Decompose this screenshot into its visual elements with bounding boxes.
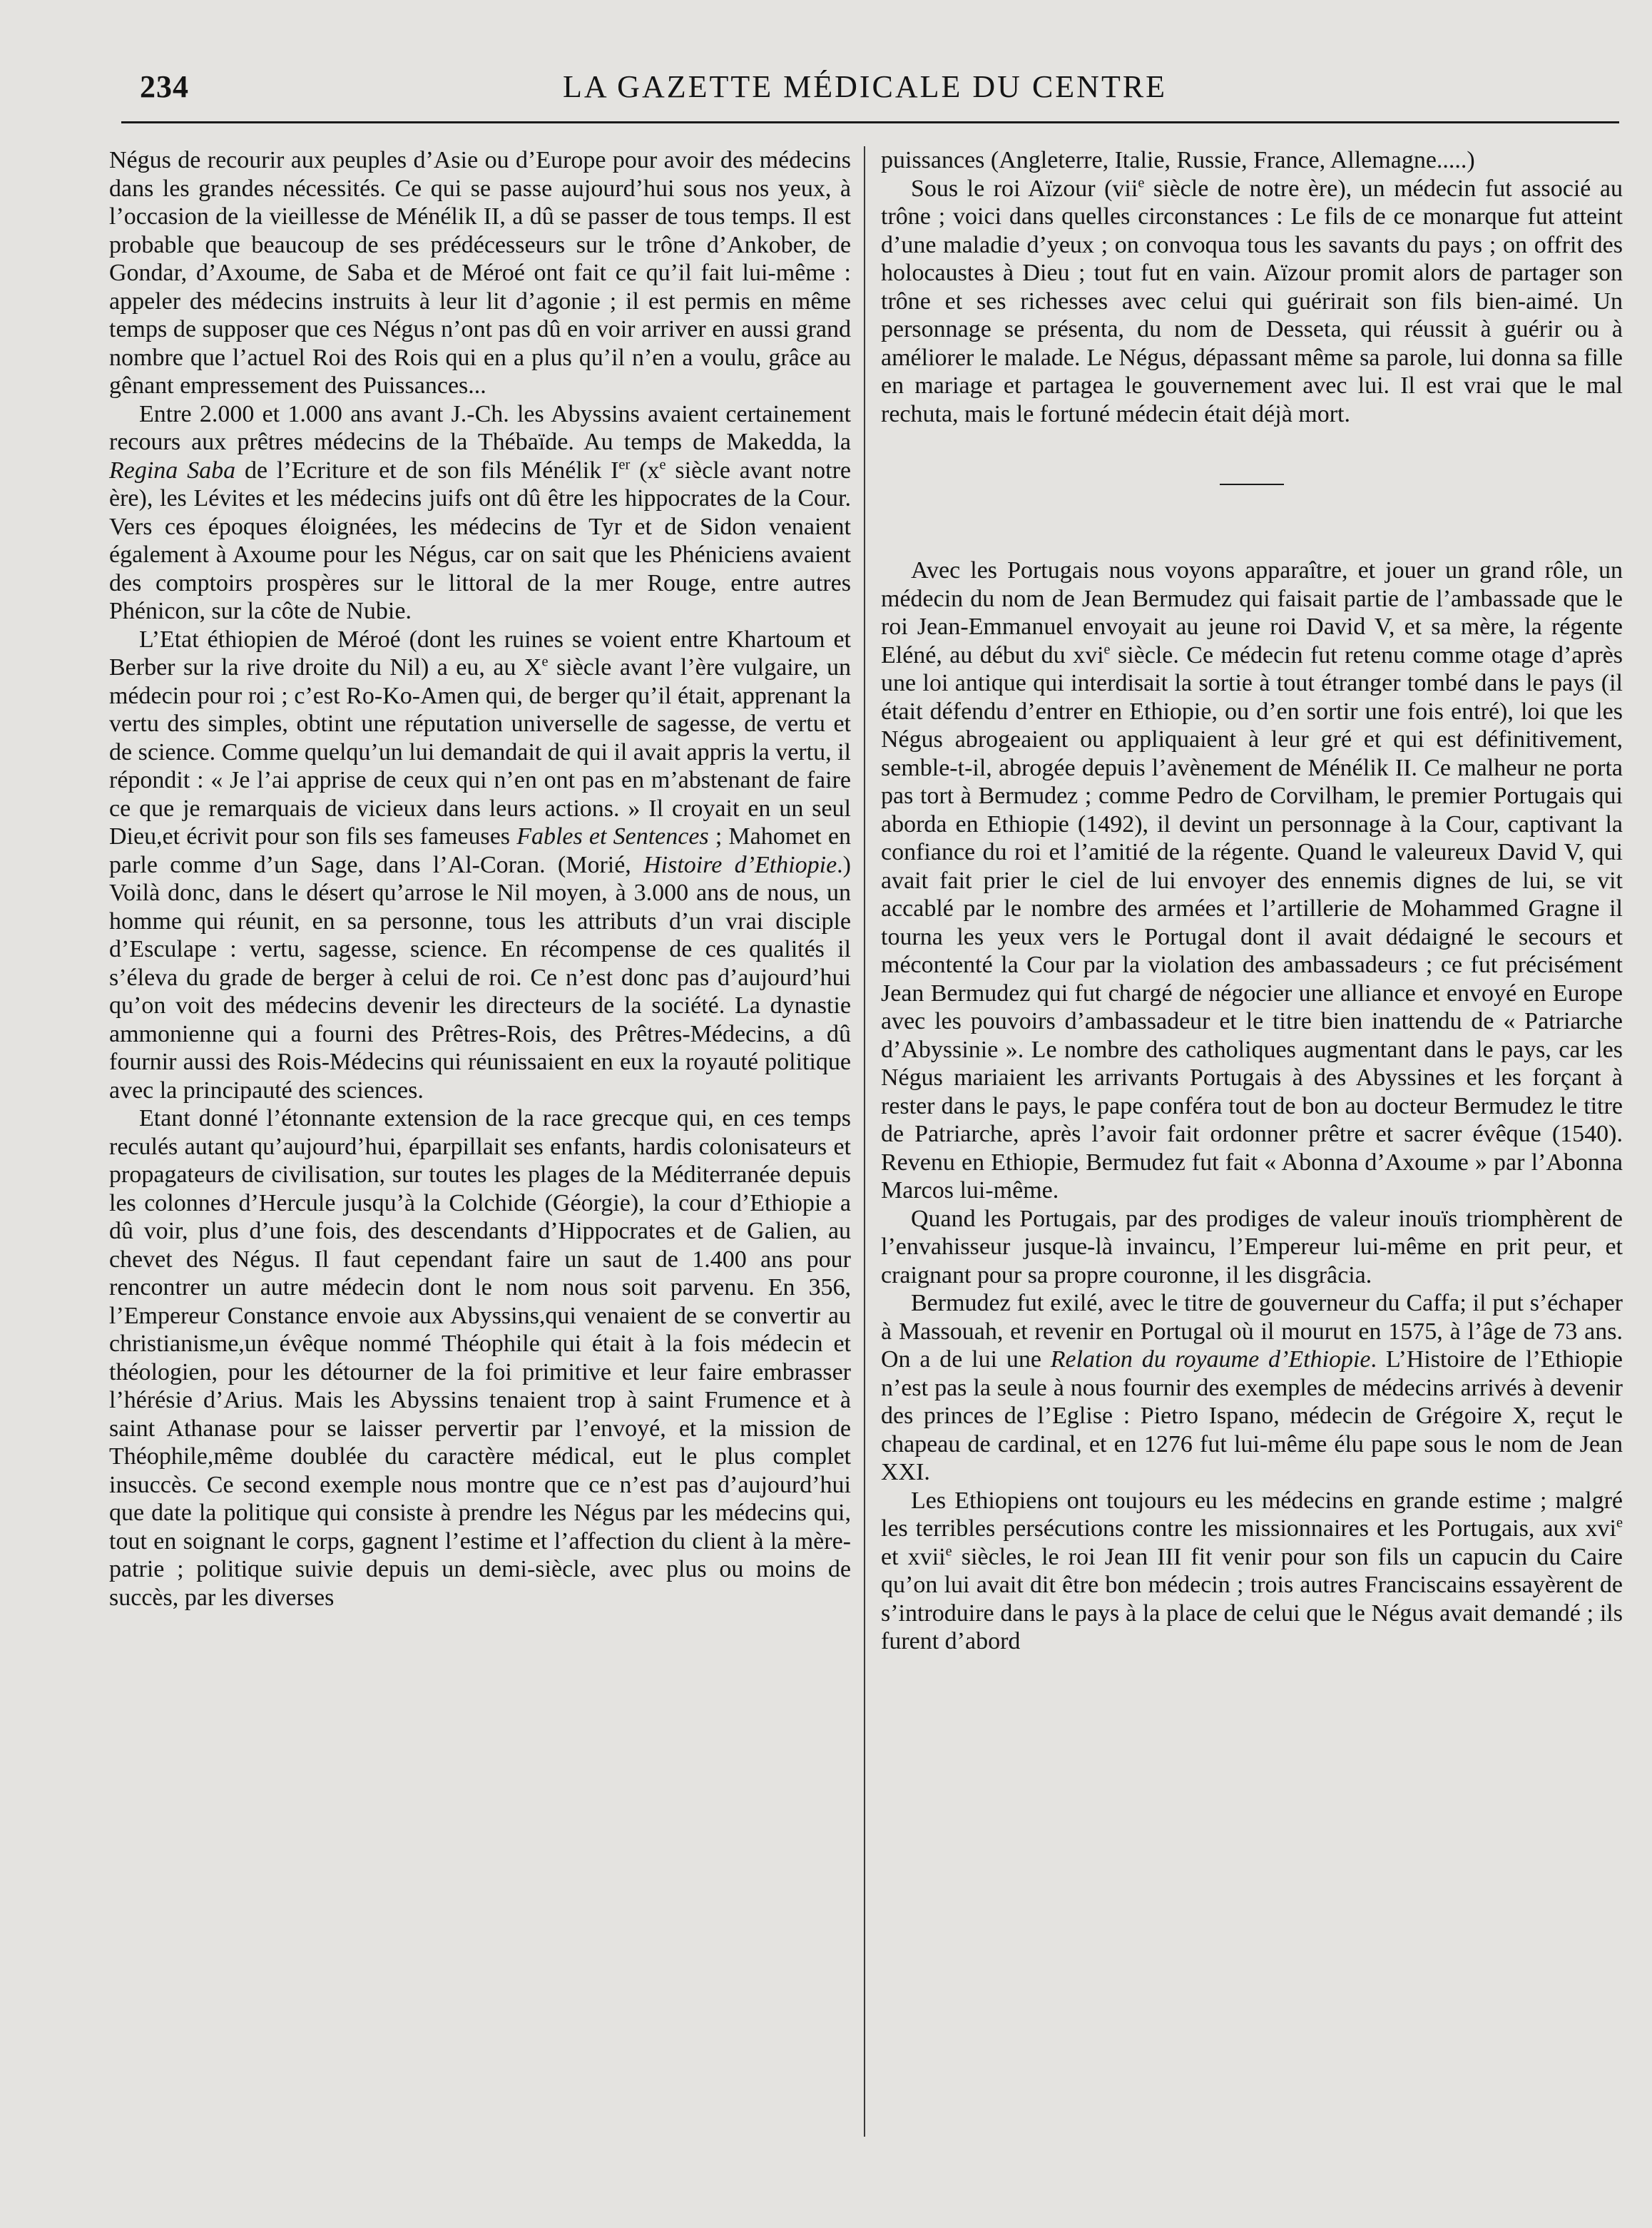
paragraph-aizour: Sous le roi Aïzour (vii$^e$ siècle de notre ère), un médecin fut associé au trône ; voici dans quelles circonstances : Le fils de ce monarque fut atteint d’une maladie d’yeux ; on convoqua tous les savants du pays ; on offrit des holocaustes à Dieu ; tout fut en vain. Aïzour promit alors de partager son trône et ses richesses avec celui qui guérirait son fils bien-aimé. Un personnage se présenta, du nom de Desseta, qui réussit à guérir ou à améliorer le malade. Le Négus, dépassant même sa parole, lui donna sa fille en mariage et partagea le gouvernement avec lui. Il est vrai que le mal rechuta, mais le fortuné médecin était déjà mort. [881,175,1623,427]
left-column [109,146,851,1612]
paragraph-prodiges: Quand les Portugais, par des prodiges de valeur inouïs triomphèrent de l’envahisseur jusque-là invaincu, l’Empereur lui-même en prit peur, et craignant pour sa propre couronne, il les disgrâcia. [881,1205,1623,1288]
paragraph-race-grecque: Etant donné l’étonnante extension de la race grecque qui, en ces temps reculés autant qu’aujourd’hui, éparpillait ses enfants, hardis colonisateurs et propagateurs de civilisation, sur toutes les plages de la Méditerranée depuis les colonnes d’Hercule jusqu’à la Colchide (Géorgie), la cour d’Ethiopie a dû voir, plus d’une fois, des descendants d’Hippocrates et de Galien, au chevet des Négus. Il faut cependant faire un saut de 1.400 ans pour rencontrer un autre médecin dont le nom nous soit parvenu. En 356, l’Empereur Constance envoie aux Abyssins,qui venaient de se convertir au christianisme,un évêque nommé Théophile qui était à la fois médecin et théologien, pour les détourner de la foi primitive et leur faire embrasser l’hérésie d’Arius. Mais les Abyssins tenaient trop à saint Frumence et à saint Athanase pour se laisser pervertir par l’envoyé, et la mission de Théophile,même doublée du caractère médical, eut le plus complet insuccès. Ce second exemple nous montre que ce n’est pas d’aujourd’hui que date la politique qui consiste à prendre les Négus par les médecins qui, tout en soignant le corps, gagnent l’estime et l’affection du client à la mère-patrie ; politique suivie depuis un demi-siècle, avec plus ou moins de succès, par les diverses [109,1105,851,1611]
paragraph-abyssins-thebaide: Entre 2.000 et 1.000 ans avant J.-Ch. les Abyssins avaient certainement recours aux prêtres médecins de la Thébaïde. Au temps de Makedda, la Regina Saba de l’Ecriture et de son fils Ménélik Ier ($x^e$ siècle avant notre ère), les Lévites et les médecins juifs ont dû être les hippocrates de la Cour. Vers ces époques éloignées, les médecins de Tyr et de Sidon venaient également à Axoume pour les Négus, car on sait que les Phéniciens avaient des comptoirs prospères sur le littoral de la mer Rouge, entre autres Phénicon, sur la côte de Nubie. [109,400,852,624]
paragraph-continued: Négus de recourir aux peuples d’Asie ou d’Europe pour avoir des médecins dans les grandes nécessités. Ce qui se passe aujourd’hui sous nos yeux, à l’occasion de la vieillesse de Ménélik II, a dû se passer de tous temps. Il est probable que beaucoup de ses prédécesseurs sur le trône d’Ankober, de Gondar, d’Axoume, de Saba et de Méroé ont fait ce qu’il fait lui-même : appeler des médecins instruits à leur lit d’agonie ; il est permis en même temps de supposer que ces Négus n’ont pas dû en voir arriver en aussi grand nombre que l’actuel Roi des Rois qui en a plus qu’il n’en a voulu, grâce au gênant empressement des Puissances... [109,147,851,399]
regina-saba-italic: Regina Saba [109,457,236,484]
paragraph-meroe: L’Etat éthiopien de Méroé (dont les ruines se voient entre Khartoum et Berber sur la rive droite du Nil) a eu, au Xe siècle avant l’ère vulgaire, un médecin pour roi ; c’est Ro-Ko-Amen qui, de berger qu’il était, apprenant la vertu des simples, obtint une réputation universelle de sagesse, de vertu et de science. Comme quelqu’un lui demandait de qui il avait appris la vertu, il répondit : « Je l’ai apprise de ceux qui n’en ont pas en m’abstenant de faire ce que je remarquais de vicieux dans leurs actions. » Il croyait en un seul Dieu,et écrivit pour son fils ses fameuses Fables et Sentences ; Mahomet en parle comme d’un Sage, dans l’Al-Coran. (Morié, Histoire d’Ethiopie.) Voilà donc, dans le désert qu’arrose le Nil moyen, à 3.000 ans de nous, un homme qui réunit, en sa personne, tous les attributs d’un vrai disciple d’Esculape : vertu, sagesse, science. En récompense de ces qualités il s’éleva du grade de berger à celui de roi. Ce n’est donc pas d’aujourd’hui qu’on voit des médecins devenir les directeurs de la société. La dynastie ammonienne qui a fourni des Prêtres-Rois, des Prêtres-Médecins, a dû fournir aussi des Rois-Médecins qui réunissaient en eux la royauté politique avec la principauté des sciences. [109,626,852,1104]
fables-italic: Fables et Sentences [516,823,709,850]
right-column [881,146,1623,1656]
paragraph-bermudez-exile: Bermudez fut exilé, avec le titre de gouverneur du Caffa; il put s’échaper à Massouah, et revenir en Portugal où il mourut en 1575, à l’âge de 73 ans. On a de lui une Relation du royaume d’Ethiopie. L’Histoire de l’Ethiopie n’est pas la seule à nous fournir des exemples de médecins arrivés à devenir des princes de l’Eglise : Pietro Ispano, médecin de Grégoire X, reçut le chapeau de cardinal, et en 1276 fut lui-même élu pape sous le nom de Jean XXI. [881,1290,1623,1485]
section-separator [1220,484,1284,485]
paragraph-puissances: puissances (Angleterre, Italie, Russie, France, Allemagne.....) [881,147,1475,173]
column-divider [864,146,865,2137]
relation-italic: Relation du royaume d’Ethiopie [1050,1346,1371,1373]
header-rule [121,121,1619,123]
page-header [114,63,1616,113]
paragraph-portugais: Avec les Portugais nous voyons apparaître, et jouer un grand rôle, un médecin du nom de Jean Bermudez qui faisait partie de l’ambassade que le roi Jean-Emmanuel envoyait au jeune roi David V, et sa mère, la régente Eléné, au début du xvi$^e$ siècle. Ce médecin fut retenu comme otage d’après une loi antique qui interdisait la sortie à tout étranger tombé dans le pays (il était défendu d’entrer en Ethiopie, ou d’en sortir une fois entré), loi que les Négus abrogeaient ou appliquaient à leur gré et qui est définitivement, semble-t-il, abrogée depuis l’avènement de Ménélik II. Ce malheur ne porta pas tort à Bermudez ; comme Pedro de Corvilham, le premier Portugais qui aborda en Ethiopie (1492), il devint un personnage à la Cour, captivant la confiance du roi et l’amitié de la régente. Quand le valeureux David V, qui avait fait prier le ciel de lui envoyer des ennemis dignes de lui, se vit accablé par le nombre des armées et l’artillerie de Mohammed Gragne il tourna les yeux vers le Portugal dont il avait dédaigné le secours et mécontenté la Cour par la violation des ambassadeurs ; ce fut précisément Jean Bermudez qui fut chargé de négocier une alliance et envoyé en Europe avec les pouvoirs d’ambassadeur et le titre bien inattendu de « Patriarche d’Abyssinie ». Le nombre des catholiques augmentant dans le pays, car les Négus mariaient les arrivants Portugais à des Abyssines et les forçant à rester dans le pays, le pape conféra tout de bon au docteur Bermudez le titre de Patriarche, après l’avoir fait ordonner prêtre et sacrer évêque (1540). Revenu en Ethiopie, Bermudez fut fait « Abonna d’Axoume » par l’Abonna Marcos lui-même. [881,557,1623,1204]
page-number: 234 [140,69,189,104]
running-title: LA GAZETTE MÉDICALE DU CENTRE [562,69,1168,104]
histoire-italic: Histoire d’Ethiopie [643,851,837,878]
paragraph-estime: Les Ethiopiens ont toujours eu les médecins en grande estime ; malgré les terribles persécutions contre les missionnaires et les Portugais, aux xvi$^e$ et xvii$^e$ siècles, le roi Jean III fit venir pour son fils un capucin du Caire qu’on lui avait dit être bon médecin ; trois autres Franciscains essayèrent de s’introduire dans le pays à la place de celui que le Négus avait demandé ; ils furent d’abord [881,1487,1623,1654]
